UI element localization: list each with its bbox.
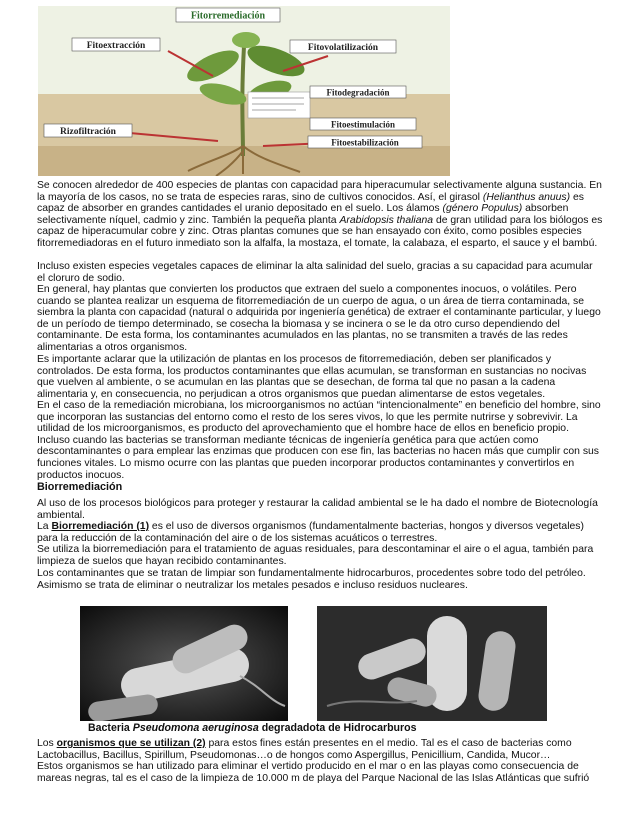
phytoremediation-diagram (38, 6, 450, 176)
paragraph-general: En general, hay plantas que convierten los productos que extraen del suelo a componentes inocuos, o volátiles. Pero cuando se plantea realizar un esquema de fitorremediación de un cuerpo de agua, o un área de tierra contaminada, se siembra la planta con capacidad (natural o adquirida por ingeniería genética) de extraer el contaminante particular, y luego de un período de tiempo determinado, se cosecha la biomasa y se incinera o se le da otro curso dependiendo del contaminante. De esta forma, los contaminantes acumulados en las plantas, no se transmiten a través de las redes alimentarias a otros organismos. (37, 284, 601, 353)
paragraph-oil-spills: Estos organismos se han utilizado para eliminar el vertido producido en el mar o en las playas como consecuencia de mareas negras, tal es el caso de la limpieza de 10.000 m de playa del Parque Nacional de las Islas Atlánticas que sufrió (37, 761, 590, 784)
label-fitorremediacion: Fitorremediación (190, 10, 266, 22)
paragraph-microbial: En el caso de la remediación microbiana, los microorganismos no actúan “intencionalmente” en beneficio del hombre, sino que incorporan las sustancias del entorno como el resto de los seres vivos, lo que les permite nutrirse y sobrevivir. La utilidad de los microorganismos, es producto del aprovechamiento que el hombre hace de ellos en beneficio propio. Incluso cuando las bacterias se transforman mediante técnicas de ingeniería genética para que actúen como descontaminantes o para emplear las enzimas que producen con ese fin, las bacterias no hacen más que cumplir con sus funciones vitales. Lo mismo ocurre con las plantas que pueden incorporar productos contaminantes y convertirlos en productos inocuos. (37, 400, 601, 481)
link-organismos[interactable]: organismos que se utilizan (2) (56, 738, 206, 749)
paragraph-hyperaccumulators: Se conocen alrededor de 400 especies de plantas con capacidad para hiperacumular selectivamente alguna sustancia. En la mayoría de los casos, no se trata de especies raras, sino de cultivos conocidos. Así, el girasol (Helianthus anuus) es capaz de absorber en grandes cantidades el uranio depositado en el suelo. Los álamos (género Populus) absorben selectivamente níquel, cadmio y zinc. También la pequeña planta Arabidopsis thaliana de gran utilidad para los biólogos es capaz de hiperacumular cobre y zinc. Otras plantas comunes que se han ensayado con éxito, como posibles especies fitorremediadoras en el futuro inmediato son la alfalfa, la mostaza, el tomate, la calabaza, el esparto, el sauce y el bambú. (37, 180, 603, 249)
label-fitoextraccion: Fitoextracción (86, 41, 146, 51)
bacteria-photo-left (80, 606, 288, 721)
paragraph-organisms: Los organismos que se utilizan (2) para estos fines están presentes en el medio. Tal es el caso de bacterias como Lactobacillus, Bacillus, Spirillum, Pseudomonas…o de hongos como Aspergillus, Penicillium, Candida, Mucor… (37, 738, 572, 761)
link-biorremediacion[interactable]: Biorremediación (1) (51, 521, 150, 532)
paragraph-planning: Es importante aclarar que la utilización de plantas en los procesos de fitorremediación, deben ser planificados y controlados. De esta forma, los productos contaminantes que ellas acumulan, se transforman en sustancias no nocivas que vuelven al ambiente, o se acumulan en las plantas que se desechan, de forma tal que no pasan a la cadena alimentaria y, en consecuencia, no perjudican a otros organismos que puedan alimentarse de estos vegetales. (37, 354, 587, 400)
label-rizofiltracion: Rizofiltración (60, 127, 116, 137)
label-fitoestabilizacion: Fitoestabilización (331, 137, 399, 148)
figure-caption: Bacteria Pseudomona aeruginosa degradadota de Hidrocarburos (88, 722, 417, 734)
paragraph-definition: La Biorremediación (1) es el uso de diversos organismos (fundamentalmente bacterias, hongos y diversos vegetales) para la reducción de la contaminación del aire o de los sistemas acuáticos o terrestres. (37, 521, 584, 544)
bacteria-photo-right (317, 606, 547, 721)
paragraph-uses: Se utiliza la biorremediación para el tratamiento de aguas residuales, para descontaminar el aire o el agua, también para limpieza de suelos que hayan recibido contaminantes. (37, 544, 594, 567)
paragraph-salinity: Incluso existen especies vegetales capaces de eliminar la alta salinidad del suelo, gracias a su capacidad para acumular el cloruro de sodio. (37, 261, 593, 284)
paragraph-contaminants: Los contaminantes que se tratan de limpiar son fundamentalmente hidrocarburos, procedentes sobre todo del petróleo. Asimismo se trata de eliminar o neutralizar los metales pesados e incluso residuos nucleares. (37, 568, 586, 591)
label-fitoestimulacion: Fitoestimulación (331, 119, 395, 130)
phytoremediation-illustration (38, 6, 450, 176)
section-title: Biorremediación (37, 481, 123, 493)
label-fitovolatilizacion: Fitovolatilización (307, 43, 379, 53)
label-fitodegradacion: Fitodegradación (326, 87, 390, 98)
paragraph-biotech: Al uso de los procesos biológicos para proteger y restaurar la calidad ambiental se le ha dado el nombre de Biotecnología ambiental. (37, 498, 598, 521)
